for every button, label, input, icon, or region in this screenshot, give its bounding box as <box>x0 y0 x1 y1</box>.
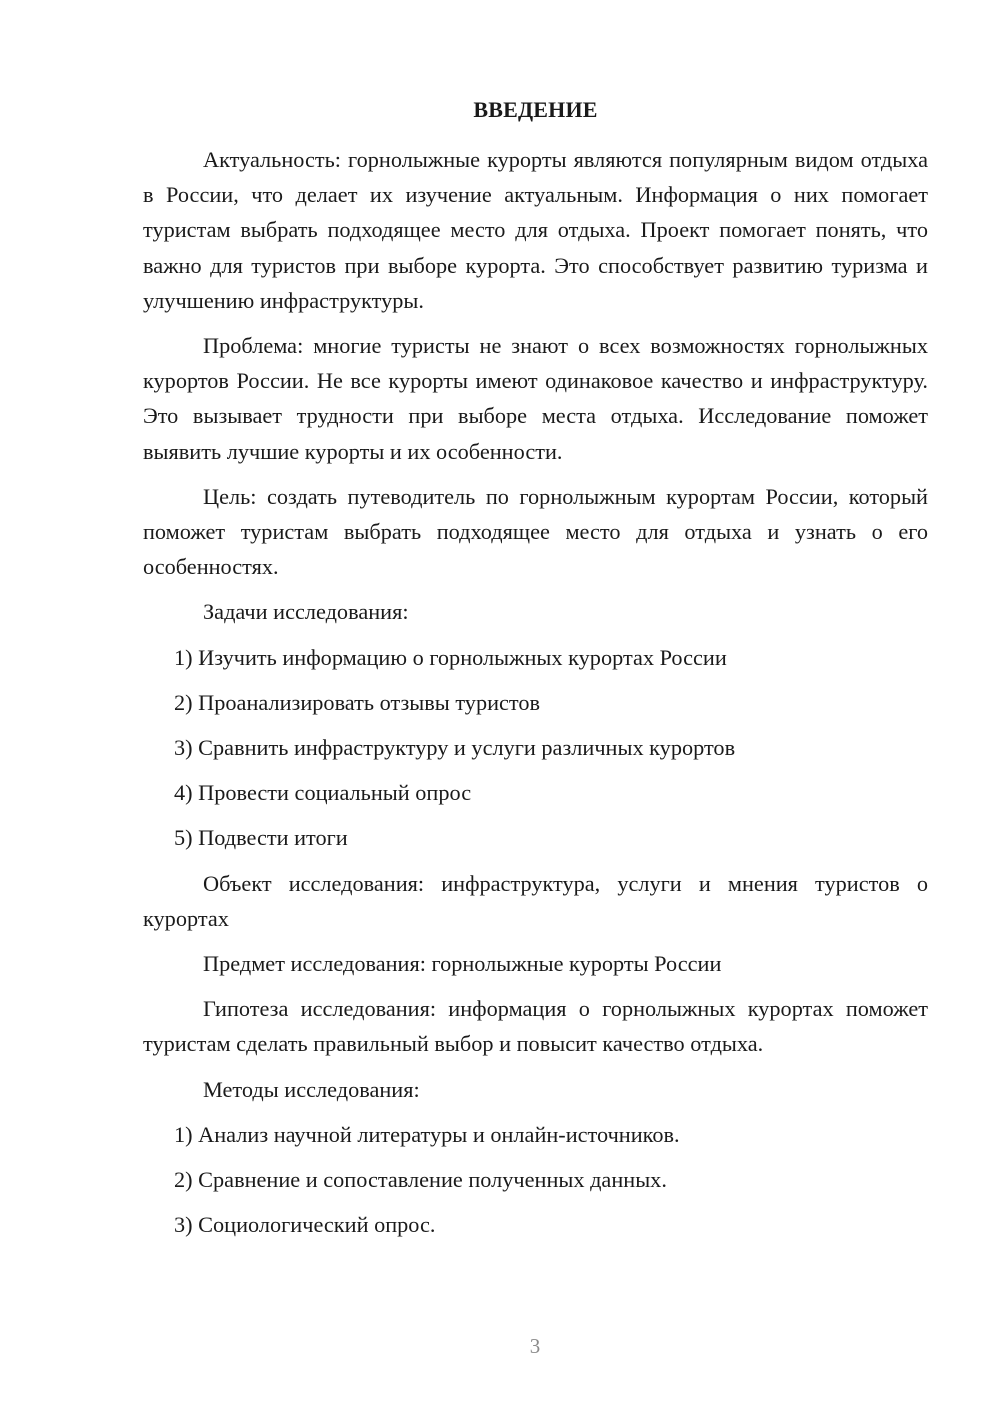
task-item: 2) Проанализировать отзывы туристов <box>174 689 541 715</box>
method-item: 2) Сравнение и сопоставление полученных данных. <box>174 1167 667 1193</box>
method-item: 1) Анализ научной литературы и онлайн-источников. <box>174 1121 680 1147</box>
task-item: 5) Подвести итоги <box>174 825 348 851</box>
task-item: 4) Провести социальный опрос <box>174 780 472 806</box>
paragraph-problem: Проблема: многие туристы не знают о всех возможностях горнолыжных курортов России. Не все курорты имеют одинаковое качество и инфраструктуру. Это вызывает трудности при выборе места отдыха. Исследование поможет выявить лучшие курорты и их особенности. <box>143 333 928 464</box>
paragraph-methods-title: Методы исследования: <box>203 1076 420 1102</box>
paragraph-goal: Цель: создать путеводитель по горнолыжным курортам России, который поможет туристам выбрать подходящее место для отдыха и узнать о его особенностях. <box>143 483 928 580</box>
methods-list <box>143 1117 928 1243</box>
section-heading: ВВЕДЕНИЕ <box>473 97 598 122</box>
method-item: 3) Социологический опрос. <box>174 1212 436 1238</box>
paragraph-tasks-title: Задачи исследования: <box>203 599 409 625</box>
paragraph-relevance: Актуальность: горнолыжные курорты являются популярным видом отдыха в России, что делает их изучение актуальным. Информация о них помогает туристам выбрать подходящее место для отдыха. Проект помогает понять, что важно для туристов при выборе курорта. Это способствует развитию туризма и улучшению инфраструктуры. <box>143 147 928 313</box>
task-item: 3) Сравнить инфраструктуру и услуги различных курортов <box>174 735 736 761</box>
paragraph-subject: Предмет исследования: горнолыжные курорты России <box>203 951 722 977</box>
document-body <box>143 92 928 1252</box>
tasks-list <box>143 640 928 856</box>
paragraph-object: Объект исследования: инфраструктура, услуги и мнения туристов о курортах <box>143 870 928 931</box>
task-item: 1) Изучить информацию о горнолыжных курортах России <box>174 644 727 670</box>
paragraph-hypothesis: Гипотеза исследования: информация о горнолыжных курортах поможет туристам сделать правильный выбор и повысит качество отдыха. <box>143 996 928 1057</box>
page-number: 3 <box>529 1334 541 1358</box>
